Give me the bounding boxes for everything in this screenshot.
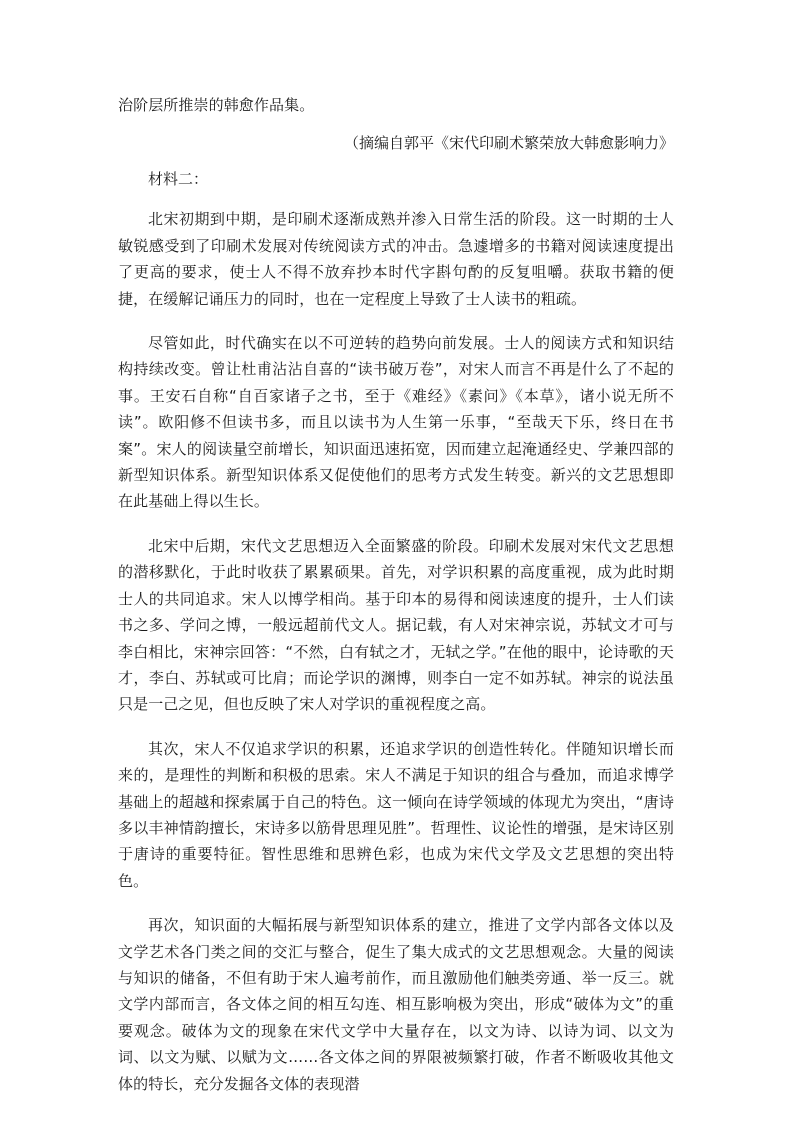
source-citation: （摘编自郭平《宋代印刷术繁荣放大韩愈影响力》: [343, 134, 674, 153]
paragraph-2: 尽管如此，时代确实在以不可逆转的趋势向前发展。士人的阅读方式和知识结构持续改变。曾让杜甫沾沾自喜的“读书破万卷”，对宋人而言不再是什么了不起的事。王安石自称“自百家诸子之书，至于《难经》《素问》《本草》，诸小说无所不读”。欧阳修不但读书多，而且以读书为人生第一乐事，“至哉天下乐，终日在书案”。宋人的阅读量空前增长，知识面迅速拓宽，因而建立起淹通经史、学兼四部的新型知识体系。新型知识体系又促使他们的思考方式发生转变。新兴的文艺思想即在此基础上得以生长。: [118, 334, 674, 511]
paragraph-3: 北宋中后期，宋代文艺思想迈入全面繁盛的阶段。印刷术发展对宋代文艺思想的潜移默化，于此时收获了累累硕果。首先，对学识积累的高度重视，成为此时期士人的共同追求。宋人以博学相尚。基于印本的易得和阅读速度的提升，士人们读书之多、学问之博，一般远超前代文人。据记载，有人对宋神宗说，苏轼文才可与李白相比，宋神宗回答：“不然，白有轼之才，无轼之学。”在他的眼中，论诗歌的天才，李白、苏轼或可比肩；而论学识的渊博，则李白一定不如苏轼。神宗的说法虽只是一己之见，但也反映了宋人对学识的重视程度之高。: [118, 536, 674, 714]
paragraph-5: 再次，知识面的大幅拓展与新型知识体系的建立，推进了文学内部各文体以及文学艺术各门类之间的交汇与整合，促生了集大成式的文艺思想观念。大量的阅读与知识的储备，不但有助于宋人遍考前作，而且激励他们触类旁通、举一反三。就文学内部而言，各文体之间的相互勾连、相互影响极为突出，形成“破体为文”的重要观念。破体为文的现象在宋代文学中大量存在，以文为诗、以诗为词、以文为词、以文为赋、以赋为文……各文体之间的界限被频繁打破，作者不断吸收其他文体的特长，充分发掘各文体的表现潜: [118, 916, 674, 1093]
section-label: 材料二：: [148, 170, 209, 189]
paragraph-1: 北宋初期到中期，是印刷术逐渐成熟并渗入日常生活的阶段。这一时期的士人敏锐感受到了印刷术发展对传统阅读方式的冲击。急遽增多的书籍对阅读速度提出了更高的要求，使士人不得不放弃抄本时代字斟句酌的反复咀嚼。获取书籍的便捷，在缓解记诵压力的同时，也在一定程度上导致了士人读书的粗疏。: [118, 210, 674, 308]
document-page: [118, 92, 674, 1115]
intro-tail-text: 治阶层所推崇的韩愈作品集。: [118, 96, 315, 114]
paragraph-4: 其次，宋人不仅追求学识的积累，还追求学识的创造性转化。伴随知识增长而来的，是理性的判断和积极的思索。宋人不满足于知识的组合与叠加，而追求博学基础上的超越和探索属于自己的特色。这一倾向在诗学领域的体现尤为突出，“唐诗多以丰神情韵擅长，宋诗多以筋骨思理见胜”。哲理性、议论性的增强，是宋诗区别于唐诗的重要特征。智性思维和思辨色彩，也成为宋代文学及文艺思想的突出特色。: [118, 739, 674, 890]
